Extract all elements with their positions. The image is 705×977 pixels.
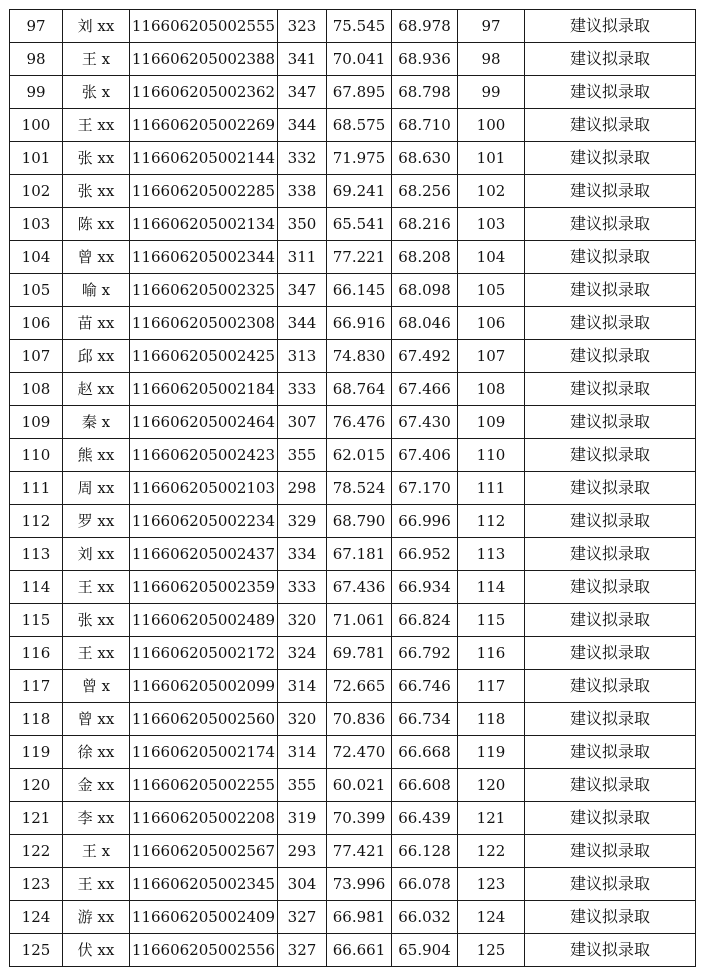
retest-score-cell: 67.181 — [327, 538, 392, 571]
exam-id-cell: 116606205002144 — [130, 142, 278, 175]
total-score-cell: 65.904 — [392, 934, 458, 967]
retest-score-cell: 73.996 — [327, 868, 392, 901]
rank-cell: 117 — [458, 670, 525, 703]
table-row — [10, 802, 696, 835]
table-row — [10, 43, 696, 76]
admission-status-cell: 建议拟录取 — [525, 835, 696, 868]
rank-cell: 102 — [458, 175, 525, 208]
initial-score-cell: 293 — [278, 835, 327, 868]
total-score-cell: 66.824 — [392, 604, 458, 637]
exam-id-cell: 116606205002345 — [130, 868, 278, 901]
admission-status-cell: 建议拟录取 — [525, 340, 696, 373]
candidate-name-cell: 游 xx — [63, 901, 130, 934]
retest-score-cell: 70.399 — [327, 802, 392, 835]
exam-id-cell: 116606205002425 — [130, 340, 278, 373]
exam-id-cell: 116606205002255 — [130, 769, 278, 802]
initial-score-cell: 332 — [278, 142, 327, 175]
retest-score-cell: 77.421 — [327, 835, 392, 868]
total-score-cell: 68.046 — [392, 307, 458, 340]
admission-status-cell: 建议拟录取 — [525, 439, 696, 472]
table-row — [10, 340, 696, 373]
initial-score-cell: 329 — [278, 505, 327, 538]
row-number-cell: 114 — [10, 571, 63, 604]
total-score-cell: 68.936 — [392, 43, 458, 76]
candidate-name-cell: 王 x — [63, 835, 130, 868]
exam-id-cell: 116606205002359 — [130, 571, 278, 604]
exam-id-cell: 116606205002555 — [130, 10, 278, 43]
retest-score-cell: 70.041 — [327, 43, 392, 76]
candidate-name-cell: 王 x — [63, 43, 130, 76]
exam-id-cell: 116606205002174 — [130, 736, 278, 769]
rank-cell: 122 — [458, 835, 525, 868]
candidate-name-cell: 王 xx — [63, 571, 130, 604]
candidate-name-cell: 张 xx — [63, 142, 130, 175]
rank-cell: 107 — [458, 340, 525, 373]
rank-cell: 100 — [458, 109, 525, 142]
retest-score-cell: 69.241 — [327, 175, 392, 208]
initial-score-cell: 314 — [278, 736, 327, 769]
row-number-cell: 125 — [10, 934, 63, 967]
table-row — [10, 10, 696, 43]
candidate-name-cell: 邱 xx — [63, 340, 130, 373]
admission-status-cell: 建议拟录取 — [525, 307, 696, 340]
table-row — [10, 637, 696, 670]
table-row — [10, 571, 696, 604]
table-row — [10, 868, 696, 901]
rank-cell: 113 — [458, 538, 525, 571]
row-number-cell: 99 — [10, 76, 63, 109]
admission-status-cell: 建议拟录取 — [525, 538, 696, 571]
table-row — [10, 241, 696, 274]
total-score-cell: 66.128 — [392, 835, 458, 868]
total-score-cell: 66.668 — [392, 736, 458, 769]
candidate-name-cell: 陈 xx — [63, 208, 130, 241]
admission-status-cell: 建议拟录取 — [525, 406, 696, 439]
row-number-cell: 106 — [10, 307, 63, 340]
admission-status-cell: 建议拟录取 — [525, 142, 696, 175]
exam-id-cell: 116606205002409 — [130, 901, 278, 934]
initial-score-cell: 327 — [278, 934, 327, 967]
rank-cell: 98 — [458, 43, 525, 76]
retest-score-cell: 68.764 — [327, 373, 392, 406]
initial-score-cell: 333 — [278, 571, 327, 604]
row-number-cell: 115 — [10, 604, 63, 637]
exam-id-cell: 116606205002423 — [130, 439, 278, 472]
row-number-cell: 109 — [10, 406, 63, 439]
initial-score-cell: 313 — [278, 340, 327, 373]
admission-status-cell: 建议拟录取 — [525, 43, 696, 76]
row-number-cell: 121 — [10, 802, 63, 835]
initial-score-cell: 304 — [278, 868, 327, 901]
initial-score-cell: 314 — [278, 670, 327, 703]
retest-score-cell: 66.916 — [327, 307, 392, 340]
row-number-cell: 112 — [10, 505, 63, 538]
candidate-name-cell: 曾 xx — [63, 703, 130, 736]
total-score-cell: 66.608 — [392, 769, 458, 802]
row-number-cell: 117 — [10, 670, 63, 703]
retest-score-cell: 75.545 — [327, 10, 392, 43]
admission-status-cell: 建议拟录取 — [525, 703, 696, 736]
exam-id-cell: 116606205002325 — [130, 274, 278, 307]
row-number-cell: 113 — [10, 538, 63, 571]
candidate-name-cell: 张 x — [63, 76, 130, 109]
admission-status-cell: 建议拟录取 — [525, 604, 696, 637]
total-score-cell: 68.630 — [392, 142, 458, 175]
table-row — [10, 538, 696, 571]
row-number-cell: 110 — [10, 439, 63, 472]
table-row — [10, 505, 696, 538]
candidate-name-cell: 曾 x — [63, 670, 130, 703]
rank-cell: 108 — [458, 373, 525, 406]
admission-status-cell: 建议拟录取 — [525, 505, 696, 538]
exam-id-cell: 116606205002464 — [130, 406, 278, 439]
row-number-cell: 105 — [10, 274, 63, 307]
total-score-cell: 66.032 — [392, 901, 458, 934]
admission-status-cell: 建议拟录取 — [525, 76, 696, 109]
rank-cell: 120 — [458, 769, 525, 802]
candidate-name-cell: 金 xx — [63, 769, 130, 802]
total-score-cell: 66.078 — [392, 868, 458, 901]
total-score-cell: 67.492 — [392, 340, 458, 373]
admission-status-cell: 建议拟录取 — [525, 109, 696, 142]
exam-id-cell: 116606205002184 — [130, 373, 278, 406]
initial-score-cell: 327 — [278, 901, 327, 934]
initial-score-cell: 323 — [278, 10, 327, 43]
retest-score-cell: 70.836 — [327, 703, 392, 736]
initial-score-cell: 341 — [278, 43, 327, 76]
total-score-cell: 68.798 — [392, 76, 458, 109]
initial-score-cell: 350 — [278, 208, 327, 241]
rank-cell: 116 — [458, 637, 525, 670]
retest-score-cell: 71.061 — [327, 604, 392, 637]
table-row — [10, 472, 696, 505]
table-row — [10, 307, 696, 340]
total-score-cell: 68.216 — [392, 208, 458, 241]
exam-id-cell: 116606205002388 — [130, 43, 278, 76]
total-score-cell: 68.710 — [392, 109, 458, 142]
initial-score-cell: 307 — [278, 406, 327, 439]
row-number-cell: 122 — [10, 835, 63, 868]
initial-score-cell: 338 — [278, 175, 327, 208]
total-score-cell: 68.098 — [392, 274, 458, 307]
exam-id-cell: 116606205002362 — [130, 76, 278, 109]
table-row — [10, 934, 696, 967]
rank-cell: 101 — [458, 142, 525, 175]
retest-score-cell: 71.975 — [327, 142, 392, 175]
admission-status-cell: 建议拟录取 — [525, 241, 696, 274]
row-number-cell: 116 — [10, 637, 63, 670]
retest-score-cell: 60.021 — [327, 769, 392, 802]
candidate-name-cell: 熊 xx — [63, 439, 130, 472]
row-number-cell: 97 — [10, 10, 63, 43]
table-row — [10, 142, 696, 175]
admission-status-cell: 建议拟录取 — [525, 10, 696, 43]
row-number-cell: 124 — [10, 901, 63, 934]
admission-status-cell: 建议拟录取 — [525, 802, 696, 835]
admission-status-cell: 建议拟录取 — [525, 637, 696, 670]
rank-cell: 118 — [458, 703, 525, 736]
admission-status-cell: 建议拟录取 — [525, 868, 696, 901]
admission-status-cell: 建议拟录取 — [525, 934, 696, 967]
admission-status-cell: 建议拟录取 — [525, 175, 696, 208]
admission-status-cell: 建议拟录取 — [525, 571, 696, 604]
candidate-name-cell: 张 xx — [63, 175, 130, 208]
rank-cell: 112 — [458, 505, 525, 538]
candidate-name-cell: 刘 xx — [63, 538, 130, 571]
row-number-cell: 120 — [10, 769, 63, 802]
initial-score-cell: 333 — [278, 373, 327, 406]
candidate-name-cell: 周 xx — [63, 472, 130, 505]
rank-cell: 110 — [458, 439, 525, 472]
table-row — [10, 406, 696, 439]
retest-score-cell: 65.541 — [327, 208, 392, 241]
row-number-cell: 107 — [10, 340, 63, 373]
admission-status-cell: 建议拟录取 — [525, 208, 696, 241]
rank-cell: 119 — [458, 736, 525, 769]
total-score-cell: 68.256 — [392, 175, 458, 208]
admission-results-table — [9, 9, 696, 967]
row-number-cell: 119 — [10, 736, 63, 769]
exam-id-cell: 116606205002437 — [130, 538, 278, 571]
exam-id-cell: 116606205002308 — [130, 307, 278, 340]
rank-cell: 104 — [458, 241, 525, 274]
exam-id-cell: 116606205002103 — [130, 472, 278, 505]
row-number-cell: 111 — [10, 472, 63, 505]
rank-cell: 111 — [458, 472, 525, 505]
retest-score-cell: 66.981 — [327, 901, 392, 934]
candidate-name-cell: 刘 xx — [63, 10, 130, 43]
table-row — [10, 670, 696, 703]
row-number-cell: 100 — [10, 109, 63, 142]
exam-id-cell: 116606205002567 — [130, 835, 278, 868]
candidate-name-cell: 张 xx — [63, 604, 130, 637]
candidate-name-cell: 王 xx — [63, 637, 130, 670]
candidate-name-cell: 赵 xx — [63, 373, 130, 406]
initial-score-cell: 344 — [278, 307, 327, 340]
candidate-name-cell: 苗 xx — [63, 307, 130, 340]
rank-cell: 115 — [458, 604, 525, 637]
exam-id-cell: 116606205002234 — [130, 505, 278, 538]
initial-score-cell: 319 — [278, 802, 327, 835]
total-score-cell: 66.746 — [392, 670, 458, 703]
exam-id-cell: 116606205002208 — [130, 802, 278, 835]
retest-score-cell: 62.015 — [327, 439, 392, 472]
total-score-cell: 67.406 — [392, 439, 458, 472]
table-row — [10, 736, 696, 769]
initial-score-cell: 324 — [278, 637, 327, 670]
rank-cell: 99 — [458, 76, 525, 109]
rank-cell: 103 — [458, 208, 525, 241]
retest-score-cell: 68.790 — [327, 505, 392, 538]
total-score-cell: 66.952 — [392, 538, 458, 571]
exam-id-cell: 116606205002285 — [130, 175, 278, 208]
total-score-cell: 66.439 — [392, 802, 458, 835]
exam-id-cell: 116606205002134 — [130, 208, 278, 241]
total-score-cell: 68.208 — [392, 241, 458, 274]
rank-cell: 125 — [458, 934, 525, 967]
table-row — [10, 835, 696, 868]
rank-cell: 121 — [458, 802, 525, 835]
exam-id-cell: 116606205002560 — [130, 703, 278, 736]
total-score-cell: 66.734 — [392, 703, 458, 736]
row-number-cell: 103 — [10, 208, 63, 241]
admission-status-cell: 建议拟录取 — [525, 670, 696, 703]
candidate-name-cell: 罗 xx — [63, 505, 130, 538]
initial-score-cell: 320 — [278, 703, 327, 736]
row-number-cell: 98 — [10, 43, 63, 76]
candidate-name-cell: 曾 xx — [63, 241, 130, 274]
exam-id-cell: 116606205002172 — [130, 637, 278, 670]
total-score-cell: 67.430 — [392, 406, 458, 439]
row-number-cell: 108 — [10, 373, 63, 406]
initial-score-cell: 347 — [278, 274, 327, 307]
admission-status-cell: 建议拟录取 — [525, 274, 696, 307]
rank-cell: 124 — [458, 901, 525, 934]
total-score-cell: 67.466 — [392, 373, 458, 406]
initial-score-cell: 334 — [278, 538, 327, 571]
exam-id-cell: 116606205002556 — [130, 934, 278, 967]
retest-score-cell: 69.781 — [327, 637, 392, 670]
table-row — [10, 274, 696, 307]
rank-cell: 105 — [458, 274, 525, 307]
row-number-cell: 102 — [10, 175, 63, 208]
rank-cell: 109 — [458, 406, 525, 439]
admission-status-cell: 建议拟录取 — [525, 373, 696, 406]
candidate-name-cell: 秦 x — [63, 406, 130, 439]
rank-cell: 97 — [458, 10, 525, 43]
retest-score-cell: 76.476 — [327, 406, 392, 439]
retest-score-cell: 77.221 — [327, 241, 392, 274]
table-row — [10, 769, 696, 802]
table-row — [10, 208, 696, 241]
candidate-name-cell: 王 xx — [63, 109, 130, 142]
admission-status-cell: 建议拟录取 — [525, 901, 696, 934]
total-score-cell: 68.978 — [392, 10, 458, 43]
initial-score-cell: 320 — [278, 604, 327, 637]
table-row — [10, 76, 696, 109]
admission-status-cell: 建议拟录取 — [525, 736, 696, 769]
total-score-cell: 66.792 — [392, 637, 458, 670]
exam-id-cell: 116606205002269 — [130, 109, 278, 142]
table-row — [10, 109, 696, 142]
retest-score-cell: 66.661 — [327, 934, 392, 967]
rank-cell: 106 — [458, 307, 525, 340]
table-row — [10, 703, 696, 736]
row-number-cell: 101 — [10, 142, 63, 175]
initial-score-cell: 311 — [278, 241, 327, 274]
candidate-name-cell: 徐 xx — [63, 736, 130, 769]
initial-score-cell: 355 — [278, 439, 327, 472]
candidate-name-cell: 喻 x — [63, 274, 130, 307]
initial-score-cell: 298 — [278, 472, 327, 505]
table-row — [10, 373, 696, 406]
initial-score-cell: 344 — [278, 109, 327, 142]
rank-cell: 123 — [458, 868, 525, 901]
retest-score-cell: 72.665 — [327, 670, 392, 703]
retest-score-cell: 74.830 — [327, 340, 392, 373]
retest-score-cell: 66.145 — [327, 274, 392, 307]
row-number-cell: 118 — [10, 703, 63, 736]
table-row — [10, 901, 696, 934]
admission-status-cell: 建议拟录取 — [525, 472, 696, 505]
retest-score-cell: 72.470 — [327, 736, 392, 769]
total-score-cell: 66.996 — [392, 505, 458, 538]
retest-score-cell: 78.524 — [327, 472, 392, 505]
initial-score-cell: 347 — [278, 76, 327, 109]
rank-cell: 114 — [458, 571, 525, 604]
row-number-cell: 104 — [10, 241, 63, 274]
exam-id-cell: 116606205002489 — [130, 604, 278, 637]
total-score-cell: 66.934 — [392, 571, 458, 604]
admission-results-page — [9, 9, 695, 967]
candidate-name-cell: 王 xx — [63, 868, 130, 901]
admission-status-cell: 建议拟录取 — [525, 769, 696, 802]
table-row — [10, 439, 696, 472]
table-row — [10, 175, 696, 208]
exam-id-cell: 116606205002344 — [130, 241, 278, 274]
initial-score-cell: 355 — [278, 769, 327, 802]
retest-score-cell: 68.575 — [327, 109, 392, 142]
candidate-name-cell: 李 xx — [63, 802, 130, 835]
table-row — [10, 604, 696, 637]
row-number-cell: 123 — [10, 868, 63, 901]
retest-score-cell: 67.895 — [327, 76, 392, 109]
candidate-name-cell: 伏 xx — [63, 934, 130, 967]
table-body — [10, 10, 696, 967]
exam-id-cell: 116606205002099 — [130, 670, 278, 703]
retest-score-cell: 67.436 — [327, 571, 392, 604]
total-score-cell: 67.170 — [392, 472, 458, 505]
